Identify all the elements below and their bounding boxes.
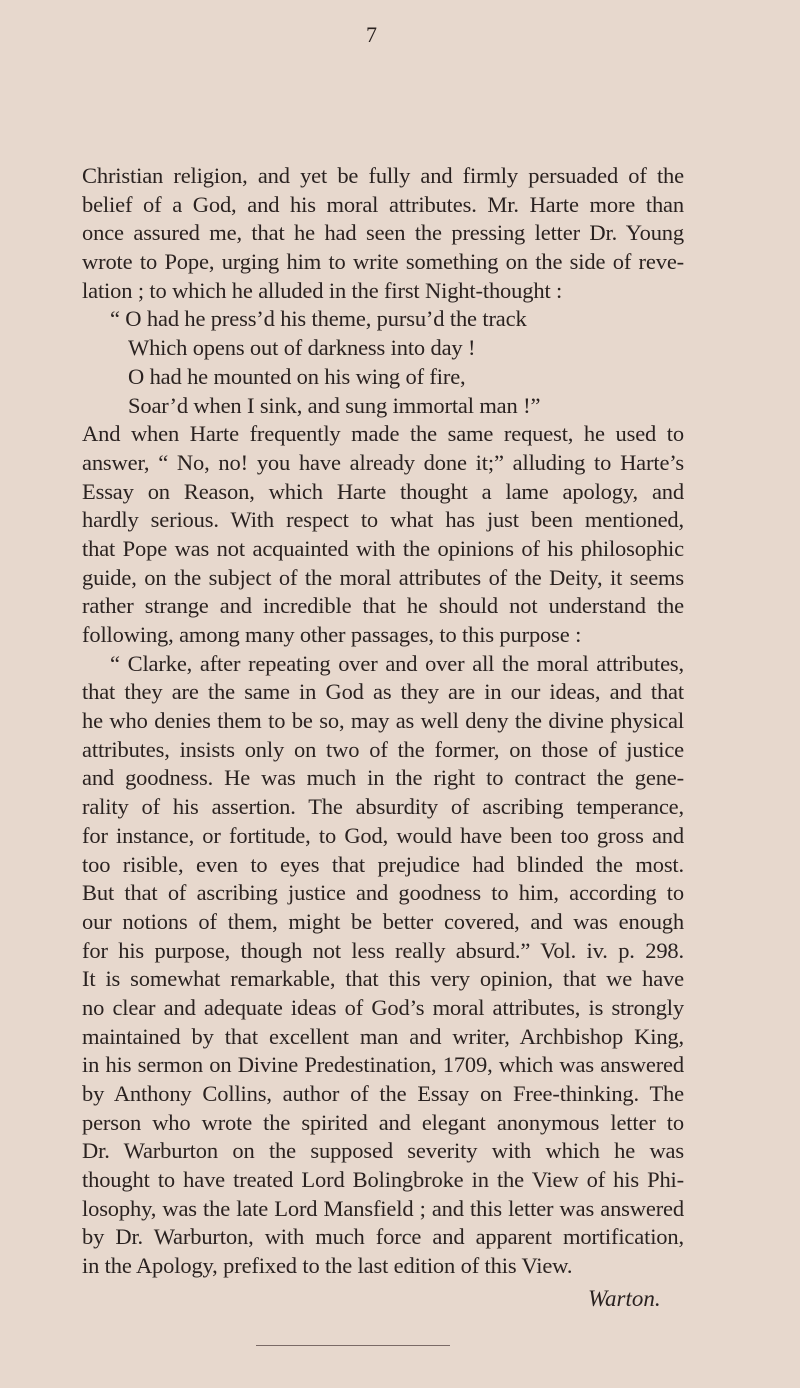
text-line: in his sermon on Divine Predestination, 1709, which was answered [82, 1052, 684, 1078]
text-line: by Anthony Collins, author of the Essay on Free-thinking. The [82, 1081, 684, 1106]
text-line: once assured me, that he had seen the pressing letter Dr. Young [82, 220, 684, 246]
text-line: lation ; to which he alluded in the first Night-thought : [82, 277, 563, 303]
text-line: in the Apology, prefixed to the last edition of this View. [82, 1253, 573, 1279]
text-line: no clear and adequate ideas of God’s moral attributes, is strongly [82, 994, 684, 1020]
text-line: Soar’d when I sink, and sung immortal man !” [128, 392, 541, 418]
text-line: Which opens out of darkness into day ! [128, 335, 476, 361]
text-line: maintained by that excellent man and writer, Archbishop King, [82, 1023, 684, 1049]
text-line: wrote to Pope, urging him to write something on the side of reve- [82, 249, 684, 275]
text-line: rality of his assertion. The absurdity of ascribing temperance, [82, 794, 684, 820]
text-line: following, among many other passages, to this purpose : [82, 622, 582, 647]
text-line: our notions of them, might be better covered, and was enough [82, 908, 684, 934]
text-line: Essay on Reason, which Harte thought a lame apology, and [82, 478, 684, 504]
section-divider [256, 1345, 450, 1346]
text-line: And when Harte frequently made the same request, he used to [82, 421, 684, 447]
text-line: that they are the same in God as they are in our ideas, and that [82, 679, 684, 705]
text-line: for instance, or fortitude, to God, would have been too gross and [82, 822, 684, 848]
text-line: But that of ascribing justice and goodness to him, according to [82, 880, 684, 906]
text-line: person who wrote the spirited and elegant anonymous letter to [82, 1109, 684, 1135]
text-line: Dr. Warburton on the supposed severity with which he was [82, 1138, 684, 1164]
text-line: O had he mounted on his wing of fire, [128, 363, 466, 389]
text-line: belief of a God, and his moral attributes. Mr. Harte more than [82, 191, 684, 217]
text-line: that Pope was not acquainted with the opinions of his philosophic [82, 535, 684, 561]
text-line: “ Clarke, after repeating over and over all the moral attributes, [110, 650, 684, 676]
body-text [82, 162, 684, 1281]
text-line: losophy, was the late Lord Mansfield ; and this letter was answered [82, 1195, 684, 1221]
text-line: guide, on the subject of the moral attributes of the Deity, it seems [82, 564, 684, 590]
signature: Warton. [588, 1286, 661, 1311]
text-line: for his purpose, though not less really absurd.” Vol. iv. p. 298. [82, 937, 684, 963]
text-line: too risible, even to eyes that prejudice had blinded the most. [82, 851, 684, 877]
text-line: attributes, insists only on two of the former, on those of justice [82, 736, 684, 762]
text-line: answer, “ No, no! you have already done it;” alluding to Harte’s [82, 449, 684, 475]
text-line: by Dr. Warburton, with much force and apparent mortification, [82, 1224, 684, 1250]
text-line: thought to have treated Lord Bolingbroke in the View of his Phi- [82, 1167, 684, 1193]
text-line: It is somewhat remarkable, that this very opinion, that we have [82, 966, 684, 992]
text-line: rather strange and incredible that he should not understand the [82, 593, 684, 619]
text-line: he who denies them to be so, may as well deny the divine physical [82, 708, 684, 734]
text-line: hardly serious. With respect to what has just been mentioned, [82, 507, 684, 533]
text-line: “ O had he press’d his theme, pursu’d the track [110, 306, 527, 332]
text-line: and goodness. He was much in the right to contract the gene- [82, 765, 684, 791]
page-number: 7 [366, 22, 377, 47]
text-line: Christian religion, and yet be fully and firmly persuaded of the [82, 163, 684, 188]
